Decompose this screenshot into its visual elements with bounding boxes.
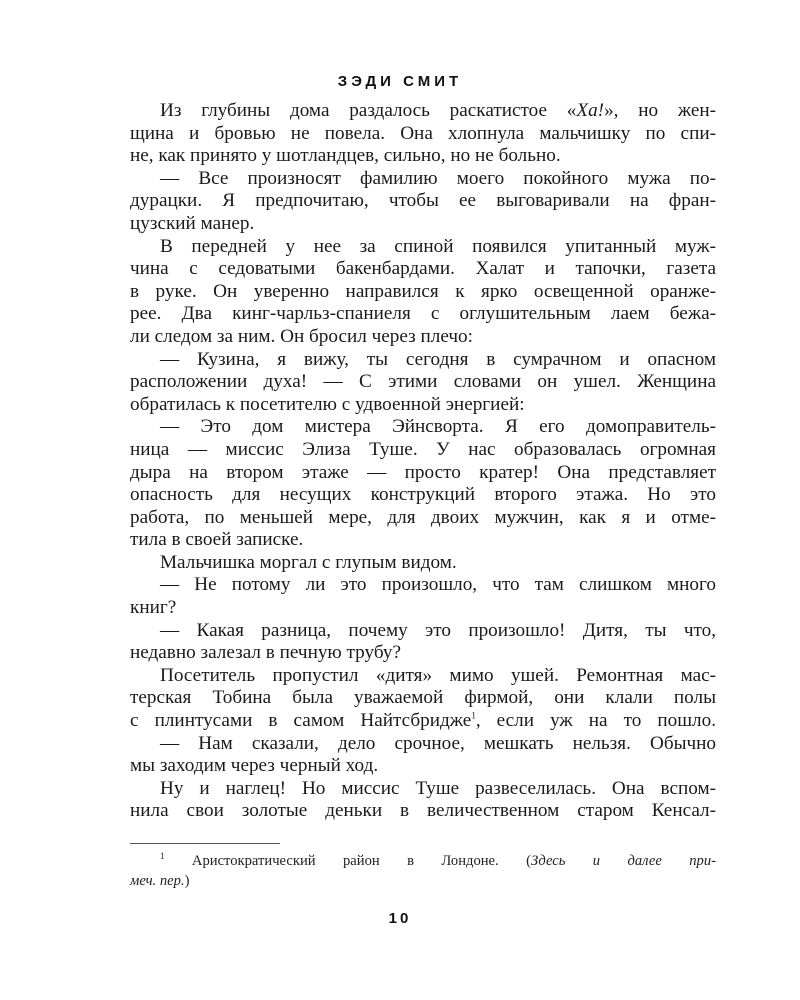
- text-line: рее. Два кинг-чарльз-спаниеля с оглушительным лаем бежа-: [130, 303, 716, 325]
- text-line: с плинтусами в самом Найтсбридже$^1$, если уж на то пошло.: [130, 710, 716, 732]
- text-line: Посетитель пропустил «дитя» мимо ушей. Ремонтная мас-: [160, 664, 716, 686]
- text-line: — Все произносят фамилию моего покойного мужа по-: [160, 167, 716, 189]
- text-line: щина и бровью не повела. Она хлопнула мальчишку по спи-: [130, 122, 716, 144]
- footnote-rule: [130, 843, 280, 844]
- footnote-italic-2: меч. пер.: [130, 873, 185, 889]
- text-line: работа, по меньшей мере, для двоих мужчин, как я и отме-: [130, 506, 716, 528]
- footnote-italic: Здесь и далее при-: [530, 853, 716, 869]
- text-line: терская Тобина была уважаемой фирмой, они клали полы: [130, 687, 716, 709]
- page-number: 10: [388, 910, 412, 927]
- text-line: — Это дом мистера Эйнсворта. Я его домоправитель-: [160, 416, 716, 438]
- text-line: В передней у нее за спиной появился упитанный муж-: [160, 235, 716, 257]
- text-line: опасность для несущих конструкций второго этажа. Но это: [130, 484, 716, 506]
- text-line: — Нам сказали, дело срочное, мешкать нельзя. Обычно: [160, 732, 716, 754]
- text-line: — Какая разница, почему это произошло! Дитя, ты что,: [160, 619, 716, 641]
- footnote-close: ): [184, 873, 190, 889]
- footnote-line-2: [130, 871, 716, 891]
- text-line: дыра на втором этаже — просто кратер! Она представляет: [130, 461, 716, 483]
- footnote-text: Аристократический район в Лондоне. (: [191, 853, 531, 869]
- footnote-line-1: [130, 851, 716, 871]
- text-line: дурацки. Я предпочитаю, чтобы ее выговаривали на фран-: [130, 190, 716, 212]
- text-line: ли следом за ним. Он бросил через плечо:: [130, 325, 473, 347]
- running-head: ЗЭДИ СМИТ: [337, 73, 463, 90]
- text-line: ница — миссис Элиза Туше. У нас образовалась огромная: [130, 438, 716, 460]
- text-line: Из глубины дома раздалось раскатистое «Ха!», но жен-: [160, 100, 716, 121]
- emphasis: Ха!: [576, 100, 605, 121]
- text-line: не, как принято у шотландцев, сильно, но не больно.: [130, 145, 561, 167]
- footnote-ref: 1: [471, 710, 476, 721]
- text-line: — Кузина, я вижу, ты сегодня в сумрачном и опасном: [160, 348, 716, 370]
- text-line: обратилась к посетителю с удвоенной энергией:: [130, 393, 525, 415]
- text-line: мы заходим через черный ход.: [130, 755, 379, 777]
- text-line: расположении духа! — С этими словами он ушел. Женщина: [130, 371, 716, 393]
- text-line: Мальчишка моргал с глупым видом.: [160, 551, 457, 573]
- text-line: Ну и наглец! Но миссис Туше развеселилась. Она вспом-: [160, 777, 716, 799]
- footnote: [130, 851, 716, 891]
- text-line: недавно залезал в печную трубу?: [130, 642, 402, 664]
- body-text: [130, 100, 716, 823]
- text-line: книг?: [130, 597, 177, 619]
- text-line: нила свои золотые деньки в величественном старом Кенсал-: [130, 800, 716, 822]
- text-line: цузский манер.: [130, 212, 255, 234]
- text-line: чина с седоватыми бакенбардами. Халат и тапочки, газета: [130, 258, 716, 280]
- text-line: — Не потому ли это произошло, что там слишком много: [160, 574, 716, 596]
- footnote-marker: 1: [160, 851, 165, 862]
- text-line: в руке. Он уверенно направился к ярко освещенной оранже-: [130, 280, 716, 302]
- text-line: тила в своей записке.: [130, 529, 304, 551]
